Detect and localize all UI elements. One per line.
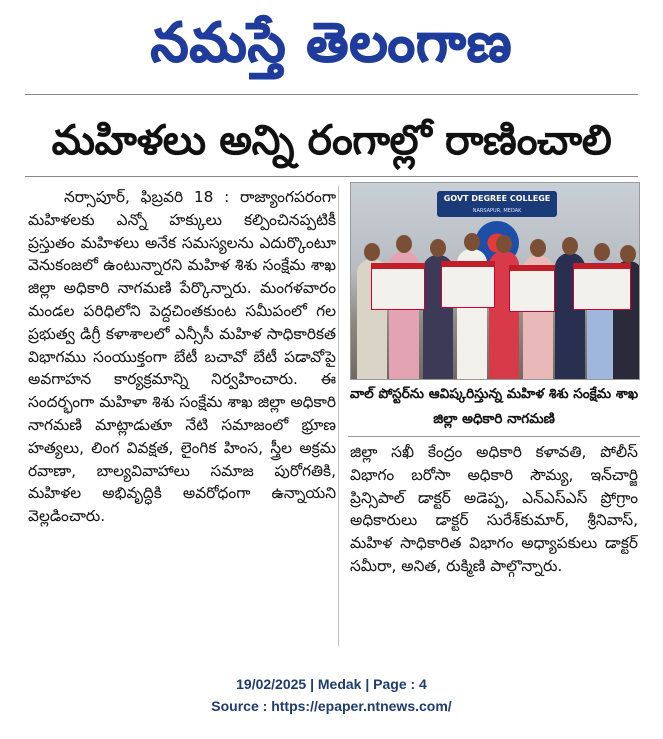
person-head <box>396 235 412 253</box>
college-banner <box>437 191 557 217</box>
article-body-right: జిల్లా సఖీ కేంద్రం అధికారి కళావతి, పోలీస్ విభాగం బరోసా అధికారి సౌమ్య, ఇన్‌చార్జి ప్రిన్సిపాల్ డాక్టర్ అడెప్ప, ఎన్ఎస్ఎస్ ప్రోగ్రాం అధికారులు డాక్టర్ సురేశ్‌కుమార్, శ్రీనివాస్, మహిళ సాధికారిత విభాగం అధ్యాపకులు డాక్టర్ సమీరా, అనిత, రుక్మిణి పాల్గొన్నారు. <box>350 443 638 575</box>
edition-info: 19/02/2025 | Medak | Page : 4 <box>236 676 427 692</box>
college-banner-title: GOVT DEGREE COLLEGE <box>443 194 551 203</box>
article-body-left-column <box>28 186 336 651</box>
wall-poster <box>441 261 495 308</box>
photo-caption: వాల్ పోస్టర్‌ను ఆవిష్కరిస్తున్న మహిళ శిశు సంక్షేమ శాఖ జిల్లా అధికారి నాగమణి <box>348 382 640 437</box>
person-head <box>364 243 380 261</box>
wall-poster <box>509 265 555 312</box>
article-dateline: నర్సాపూర్, ఫిబ్రవరి 18 : <box>64 188 230 206</box>
person-head <box>430 239 446 257</box>
article-body-right-column <box>350 441 638 656</box>
person-head <box>594 243 610 261</box>
person-head <box>464 233 480 251</box>
article-headline: మహిళలు అన్ని రంగాల్లో రాణించాలి <box>51 116 612 164</box>
newspaper-masthead: నమస్తే తెలంగాణ <box>150 10 513 74</box>
person-head <box>562 237 578 255</box>
source-link[interactable]: Source : https://epaper.ntnews.com/ <box>211 698 452 714</box>
column-divider <box>338 186 339 646</box>
wall-poster <box>371 263 425 310</box>
college-banner-subtitle: NARSAPUR, MEDAK <box>472 208 522 214</box>
person-head <box>530 239 546 257</box>
event-photo <box>350 182 640 380</box>
wall-poster <box>573 263 631 310</box>
person-head <box>620 245 636 263</box>
masthead-divider <box>25 94 638 95</box>
article-body-left-text: రాజ్యాంగపరంగా మహిళలకు ఎన్నో హక్కులు కల్పించినప్పటికీ ప్రస్తుతం మహిళలు అనేక సమస్యలను ఎదుర్కొంటూ వెనుకంజలో ఉంటున్నారని మహిళ శిశు సంక్షేమ శాఖ జిల్లా అధికారి నాగమణి పేర్కొన్నారు. మంగళవారం మండల పరిధిలోని పెద్దచింతకుంట సమీపంలో గల ప్రభుత్వ డిగ్రీ కళాశాలలో ఎన్సీసీ మహిళ సాధికారికత విభాగము సంయుక్తంగా బేటీ బచావో బేటీ పడావోపై అవగాహన కార్యక్రమాన్ని నిర్వహించారు. ఈ సందర్భంగా మహిళా శిశు సంక్షేమ శాఖ జిల్లా అధికారి నాగమణి మాట్లాడుతూ నేటి సమాజంలో భ్రూణ హత్యలు, లింగ వివక్షత, లైంగిక హింస, స్త్రీల అక్రమ రవాణా, బాల్యవివాహాలు సమాజ పురోగతికి, మహిళల అభివృద్ధికి అవరోధంగా ఉన్నాయని వెల్లడించారు. <box>28 188 336 526</box>
person-head <box>496 235 512 253</box>
headline-divider <box>25 176 638 177</box>
article-body-left <box>28 186 336 528</box>
